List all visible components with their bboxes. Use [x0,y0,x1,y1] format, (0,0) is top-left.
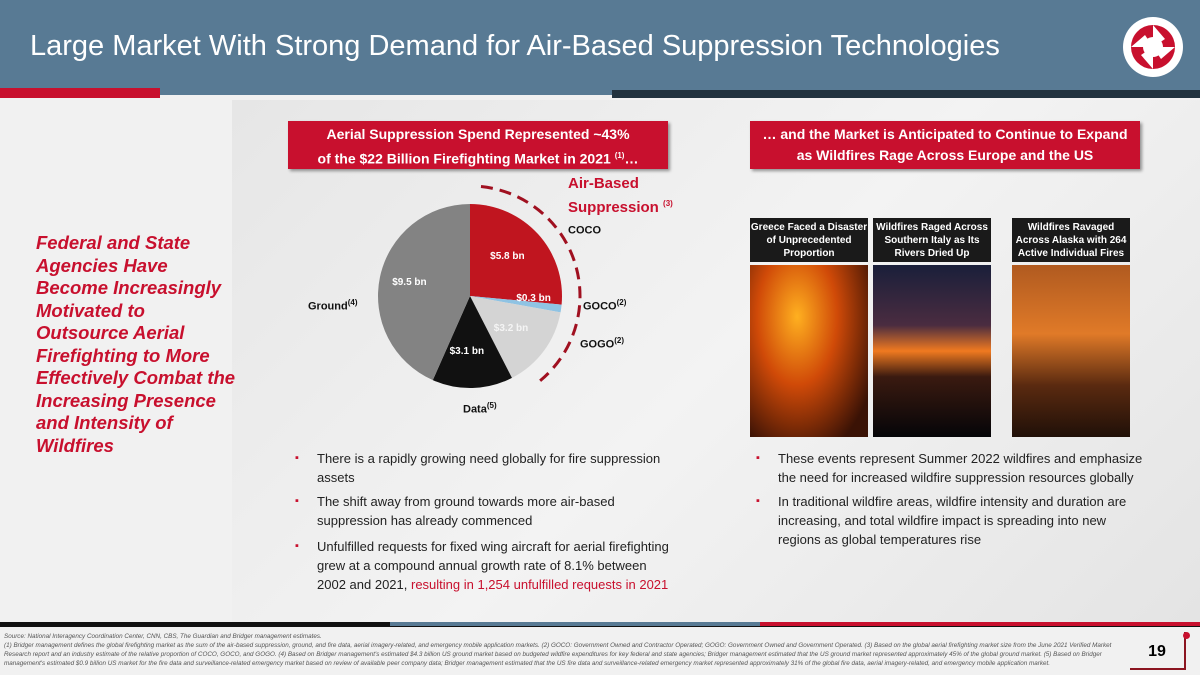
bullet-item [295,492,675,530]
footnote-text: (1) Bridger management defines the global firefighting market as the sum of the air-based suppression, ground, and fire data, aerial imagery-related, and emergency mobile application markets. (2) GOCO: Government Owned and Contractor Operated; GOGO: Government Owned and Government Operated. (3) Based on the global aerial firefighting market size from the June 2021 Verified Market Research report and an industry estimate of the relative proportion of COCO, GOCO, and GOGO. (4) Based on Bridger management's estimated $4.3 billion US ground market based on budgeted wildfire expenditures for key federal and state agencies; Bridger management estimated that the US ground market represented approximately 45% of the global ground market. (5) Based on Bridger management's estimated $0.9 billion US market for the fire data and surveillance-related emergency market based on review of available peer company data; Bridger management estimated that the US fire data and surveillance-related emergency market represented approximately 31% of the global fire data, aerial imagery-related, and emergency mobile application market. [4,642,1112,667]
footnote-ref: (3) [663,199,673,208]
source-text: Source: National Interagency Coordination Center, CNN, CBS, The Guardian and Bridger management estimates. [4,633,322,640]
box-line: Aerial Suppression Spend Represented ~43% [326,126,630,142]
photo-caption: Greece Faced a Disaster of Unprecedented Proportion [750,218,868,262]
slice-value-label: $3.2 bn [493,322,529,334]
slice-category-label: GOGO$^{(2)}$ [580,336,625,351]
bullet-item [295,449,675,487]
slice-value-label: $3.1 bn [449,346,485,358]
bullet-text: The shift away from ground towards more air-based suppression has already commenced [317,494,615,528]
page-title: Large Market With Strong Demand for Air-Based Suppression Technologies [30,30,1000,62]
footer-accent-red [760,622,1200,626]
box-line: … and the Market is Anticipated to Continue to Expand [762,126,1128,142]
box-line: as Wildfires Rage Across Europe and the US [796,147,1094,163]
bullet-text: Unfulfilled requests for fixed wing aircraft for aerial firefighting grew at a compound annual growth rate of 8.1% between 2002 and 2021, [317,539,669,592]
slice-category-label: COCO [568,224,601,237]
label-line: Suppression [568,199,659,216]
slice-value-label: $0.3 bn [516,293,551,305]
photo-caption: Wildfires Ravaged Across Alaska with 264 Active Individual Fires [1012,218,1130,262]
label-line: Air-Based [568,175,639,192]
box-text: … [624,150,639,167]
bullet-item [756,492,1146,549]
page-dot [1183,632,1190,639]
slice-value-label: $5.8 bn [490,250,525,262]
bullet-text: There is a rapidly growing need globally for fire suppression assets [317,451,661,485]
wildfire-photo [873,265,991,437]
footnote-ref: (1) [614,151,625,160]
bullet-highlight: resulting in 1,254 unfulfilled requests in 2021 [410,577,669,592]
slice-category-label: Ground$^{(4)}$ [308,298,358,313]
bullet-item [295,537,675,594]
wildfire-photo [750,265,868,437]
slice-category-label: Data$^{(5)}$ [463,401,497,416]
photo-caption: Wildfires Raged Across Southern Italy as Its Rivers Dried Up [873,218,991,262]
bullet-text: These events represent Summer 2022 wildfires and emphasize the need for increased wildfire suppression resources globally [778,451,1143,485]
page-number: 19 [1130,632,1186,670]
footnotes [4,632,1124,668]
bullet-item [756,449,1146,487]
bullet-text: In traditional wildfire areas, wildfire intensity and duration are increasing, and total wildfire impact is spreading into new regions as global temperatures rise [778,494,1127,547]
footer-accent [390,622,760,626]
slice-value-label: $9.5 bn [392,277,427,289]
wildfire-photo [1012,265,1130,437]
left-statement: Federal and State Agencies Have Become Increasingly Motivated to Outsource Aerial Firefighting to More Effectively Combat the Increasing Presence and Intensity of Wildfires [36,232,236,456]
slice-category-label: GOCO$^{(2)}$ [583,298,627,313]
box-text: of the $22 Billion Firefighting Market in 2021 [317,150,611,167]
